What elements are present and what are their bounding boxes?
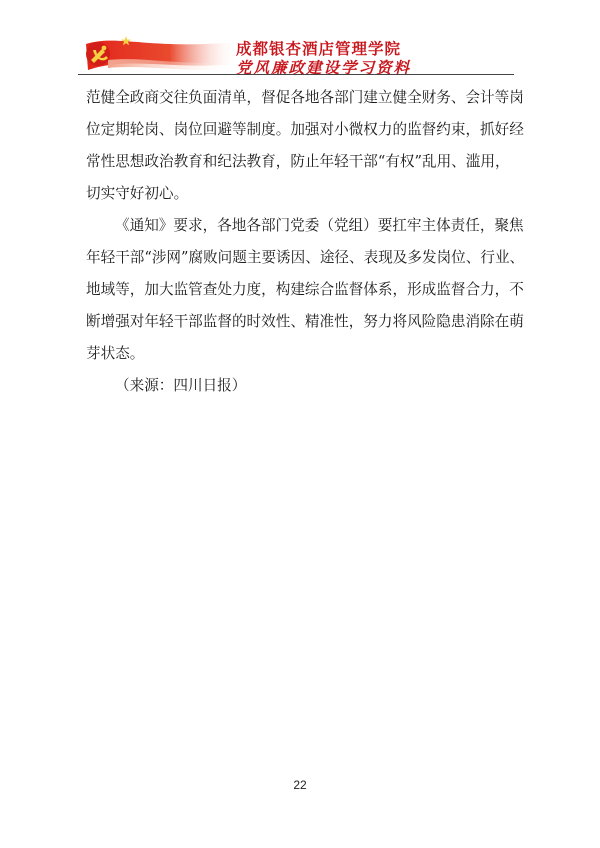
header-title [236, 40, 536, 78]
header-title-line1: 成都银杏酒店管理学院 [236, 40, 402, 58]
page-number: 22 [293, 778, 307, 792]
document-body [86, 82, 525, 402]
header-divider [78, 74, 514, 75]
paragraph-2 [86, 210, 525, 370]
paragraph-1 [86, 82, 524, 210]
text-line: 年轻干部“涉网”腐败问题主要诱因、途径、表现及多发岗位、行业、 [86, 249, 525, 266]
text-line: 位定期轮岗、岗位回避等制度。加强对小微权力的监督约束，抓好经 [86, 121, 524, 138]
source-note [86, 370, 518, 402]
header-title-line2: 党风廉政建设学习资料 [236, 59, 412, 77]
text-line: 切实守好初心。 [86, 185, 189, 202]
text-line: 地域等，加大监管查处力度，构建综合监督体系，形成监督合力，不 [86, 281, 524, 298]
text-line: 常性思想政治教育和纪法教育，防止年轻干部“有权”乱用、滥用， [86, 153, 510, 170]
text-line: 《通知》要求，各地各部门党委（党组）要扛牢主体责任，聚焦 [115, 217, 524, 234]
text-line: 断增强对年轻干部监督的时效性、精准性，努力将风险隐患消除在萌 [86, 313, 524, 330]
text-line: 范健全政商交往负面清单，督促各地各部门建立健全财务、会计等岗 [86, 89, 524, 106]
party-emblem-icon [78, 30, 238, 80]
text-line: 芽状态。 [86, 345, 145, 362]
page-header [0, 0, 600, 80]
text-line: （来源：四川日报） [115, 377, 247, 394]
